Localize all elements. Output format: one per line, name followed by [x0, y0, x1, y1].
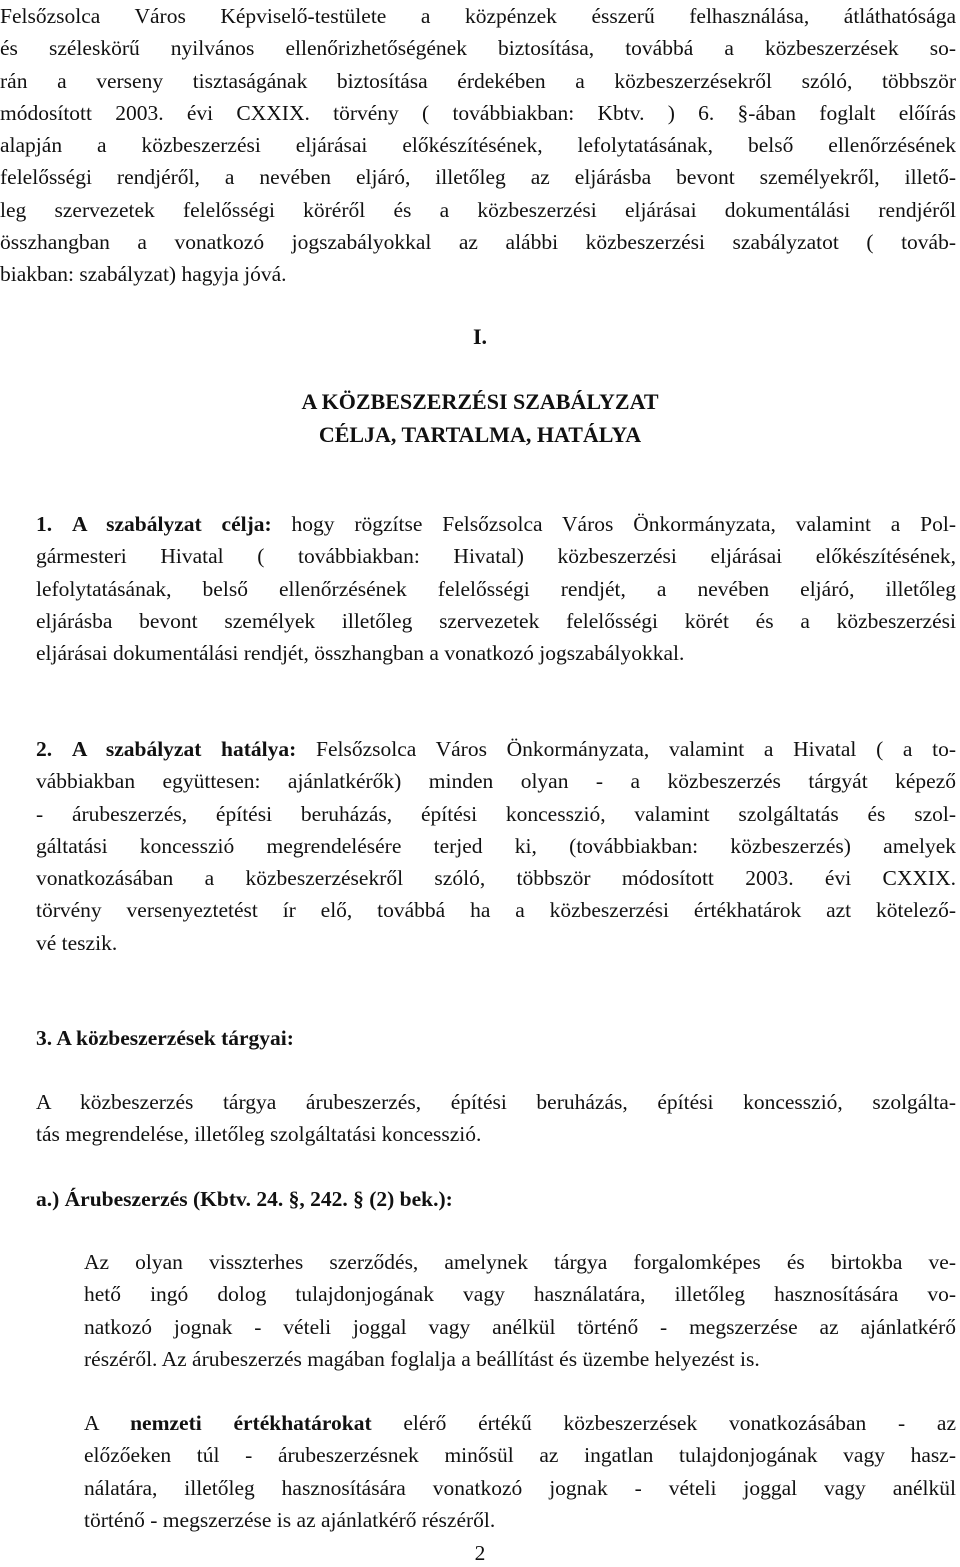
text-line: rán a verseny tisztaságának biztosítása érdekében a közbeszerzésekről szóló, többször	[0, 68, 956, 93]
text-line: részéről. Az árubeszerzés magában foglalja a beállítást és üzembe helyezést is.	[84, 1346, 760, 1371]
text-line: Felsőzsolca Város Képviselő-testülete a közpénzek ésszerű felhasználása, átláthatósága	[0, 4, 956, 28]
section-3	[0, 1022, 960, 1054]
text-line: vé teszik.	[36, 930, 118, 955]
page-number: 2	[474, 1541, 486, 1565]
nemzeti-ertekhatarok-emphasis: nemzeti értékhatárokat	[130, 1411, 372, 1435]
text-span: A	[84, 1411, 99, 1435]
paragraph-2-first-line	[84, 1407, 956, 1439]
text-line: vábbiakban együttesen: ajánlatkérők) minden olyan - a közbeszerzés tárgyát képező	[36, 769, 956, 794]
subsection-a-heading-text: a.) Árubeszerzés (Kbtv. 24. §, 242. § (2) bek.):	[36, 1187, 453, 1211]
section-2-number: 2.	[36, 737, 53, 761]
text-line: A közbeszerzés tárgya árubeszerzés, építési beruházás, építési koncesszió, szolgálta-	[36, 1090, 956, 1114]
chapter-title-line-1: A KÖZBESZERZÉSI SZABÁLYZAT	[301, 389, 659, 414]
section-1-text: hogy rögzítse Felsőzsolca Város Önkormányzata, valamint a Pol-	[291, 512, 957, 536]
subsection-a-paragraph-2	[0, 1407, 960, 1536]
text-line: és széleskörű nyilvános ellenőrizhetőségének biztosítása, továbbá a közbeszerzések so-	[0, 36, 956, 61]
text-line: eljárásai dokumentálási rendjét, összhangban a vonatkozó jogszabályokkal.	[36, 641, 685, 666]
text-line: natkozó jognak - vételi joggal vagy anélkül történő - megszerzése az ajánlatkérő	[84, 1314, 956, 1339]
text-line: felelősségi rendjéről, a nevében eljáró, illetőleg az eljárásba bevont személyekről, illető-	[0, 165, 956, 190]
text-line: leg szervezetek felelősségi köréről és a közbeszerzési eljárásai dokumentálási rendjéről	[0, 197, 956, 222]
text-span: elérő értékű közbeszerzések vonatkozásában - az	[403, 1411, 957, 1435]
intro-paragraph	[0, 0, 960, 291]
section-1-label: A szabályzat célja:	[71, 512, 272, 536]
text-line: tás megrendelése, illetőleg szolgáltatási koncesszió.	[36, 1122, 482, 1147]
section-3-heading	[36, 1022, 956, 1054]
subsection-a-paragraph-1	[0, 1246, 960, 1375]
text-line: lefolytatásának, belső ellenőrzésének felelősségi rendjét, a nevében eljáró, illetőleg	[36, 576, 956, 601]
section-1-number: 1.	[36, 512, 53, 536]
chapter-number: I.	[472, 324, 488, 349]
chapter-title-line-2: CÉLJA, TARTALMA, HATÁLYA	[318, 422, 642, 447]
section-1-first-line	[36, 508, 956, 540]
text-line: nálatára, illetőleg hasznosítására vonatkozó jognak - vételi joggal vagy anélkül	[84, 1475, 956, 1500]
section-2	[0, 733, 960, 959]
text-line: eljárásba bevont személyek illetőleg szervezetek felelősségi körét és a közbeszerzési	[36, 608, 956, 633]
section-2-first-line	[36, 733, 956, 765]
text-line: Az olyan visszterhes szerződés, amelynek tárgya forgalomképes és birtokba ve-	[84, 1250, 956, 1274]
text-line: gármesteri Hivatal ( továbbiakban: Hivatal) közbeszerzési eljárásai előkészítésének,	[36, 544, 956, 569]
text-line: hető ingó dolog tulajdonjogának vagy használatára, illetőleg hasznosítására vo-	[84, 1282, 956, 1307]
text-line: történő - megszerzése is az ajánlatkérő részéről.	[84, 1507, 496, 1532]
section-2-text: Felsőzsolca Város Önkormányzata, valamint a Hivatal ( a to-	[316, 737, 957, 761]
subsection-a	[0, 1183, 960, 1215]
subsection-a-heading	[36, 1183, 956, 1215]
text-line: törvény versenyeztetést ír elő, továbbá ha a közbeszerzési értékhatárok azt kötelező-	[36, 898, 956, 923]
text-line: biakban: szabályzat) hagyja jóvá.	[0, 262, 287, 287]
text-line: előzőeken túl - árubeszerzésnek minősül az ingatlan tulajdonjogának vagy hasz-	[84, 1443, 956, 1468]
text-line: alapján a közbeszerzési eljárásai előkészítésének, lefolytatásának, belső ellenőrzésének	[0, 133, 956, 158]
section-3-body	[0, 1086, 960, 1151]
section-1	[0, 508, 960, 669]
text-line: vonatkozásában a közbeszerzésekről szóló, többször módosított 2003. évi CXXIX.	[36, 866, 956, 891]
text-line: - árubeszerzés, építési beruházás, építési koncesszió, valamint szolgáltatás és szol-	[36, 801, 956, 826]
text-line: összhangban a vonatkozó jogszabályokkal az alábbi közbeszerzési szabályzatot ( továb-	[0, 230, 956, 255]
section-2-label: A szabályzat hatálya:	[71, 737, 297, 761]
section-3-heading-text: 3. A közbeszerzések tárgyai:	[36, 1026, 294, 1050]
text-line: módosított 2003. évi CXXIX. törvény ( továbbiakban: Kbtv. ) 6. §-ában foglalt előírás	[0, 100, 956, 125]
text-line: gáltatási koncesszió megrendelésére terjed ki, (továbbiakban: közbeszerzés) amelyek	[36, 833, 956, 858]
